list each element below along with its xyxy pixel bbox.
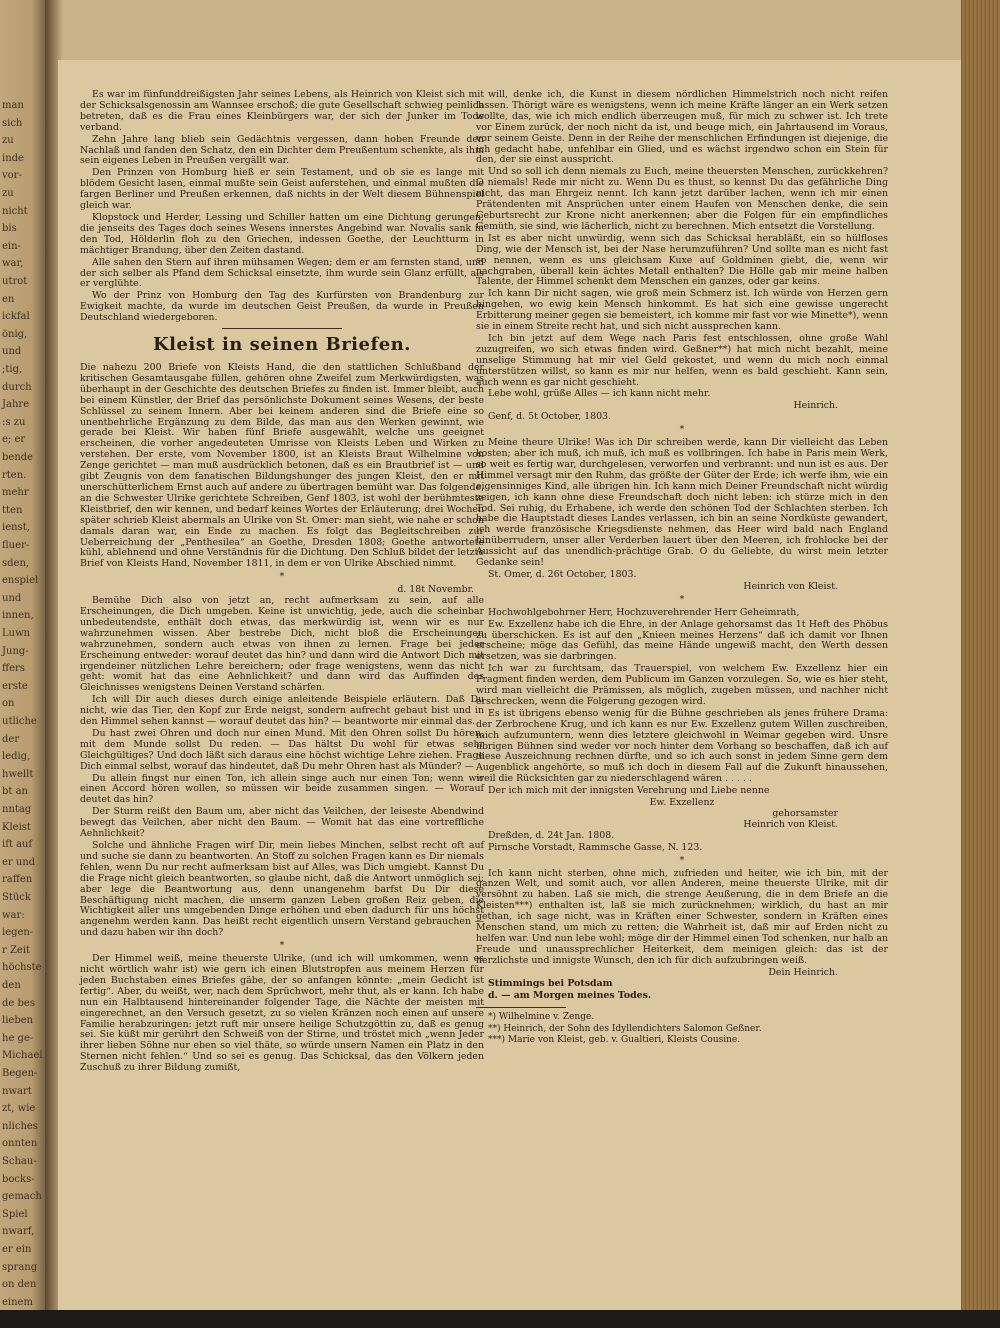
left-page-text-fragment: en <box>2 293 15 305</box>
letter5-place: Stimmings bei Potsdam <box>488 977 613 989</box>
heading-rule <box>222 328 342 329</box>
left-page-text-fragment: ffers <box>2 663 25 675</box>
letter-paragraph: Ew. Exzellenz habe ich die Ehre, in der Anlage gehorsamst das 1t Heft des Phöbus zu überschicken. Es ist auf den „Knieen meines Herzens“ daß ich damit vor Ihnen erscheine; möge das Gefühl, das meine Hände ungewiß macht, den Werth dessen ersetzen, was sie darbringen. <box>476 618 888 663</box>
intro-paragraph: Wo der Prinz von Homburg den Tag des Kurfürsten von Brandenburg zur Ewigkeit machte, da wurde im deutschen Geist Preußen, da wurde in Preußen Deutschland wiedergeboren. <box>80 290 484 324</box>
letter-paragraph: Meine theure Ulrike! Was ich Dir schreiben werde, kann Dir vielleicht das Leben kosten; aber ich muß, ich muß, ich muß es vollbringen. Ich habe in Paris mein Werk, so weit es fertig war, durchgelesen, verworfen und verbrannt: und nun ist es aus. Der Himmel versagt mir den Ruhm, das größte der Güter der Erde; ich werfe ihm, wie ein eigensinniges Kind, alle übrigen hin. Ich kann mich Deiner Freundschaft nicht würdig zeigen, ich kann ohne diese Freundschaft doch nicht leben: ich stürze mich in den Tod. Sei ruhig, du Erhabene, ich werde den schönen Tod der Schlachten sterben. Ich habe die Hauptstadt dieses Landes verlassen, ich bin an seine Nordküste gewandert, ich werde französische Kriegsdienste nehmen, das Heer wird bald nach England hinüberrudern, unser aller Verderben lauert über den Meeren, ich frohlocke bei der Aussicht auf das unendlich-prächtige Grab. O du Geliebte, du wirst mein letzter Gedanke sein! <box>476 437 888 569</box>
left-page-text-fragment: Jung- <box>2 645 29 657</box>
footnote: **) Heinrich, der Sohn des Idyllendichters Salomon Geßner. <box>488 1023 762 1034</box>
left-page-text-fragment: raffen <box>2 874 33 886</box>
left-page-text-fragment: nwarf, <box>2 1226 35 1238</box>
newspaper-page <box>58 60 961 1310</box>
left-page-text-fragment: Spiel <box>2 1208 28 1220</box>
letter-paragraph: Der ich mich mit der innigsten Verehrung und Liebe nenne <box>488 785 770 797</box>
letter3-body <box>476 438 888 569</box>
letter-paragraph: Ich will Dir auch dieses durch einige anleitende Beispiele erläutern. Daß Du nicht, wie das Tier, den Kopf zur Erde neigst, sondern aufrecht gebaut bist und in den Himmel sehen kannst — worauf deutet das hin? — beantworte mir einmal das. <box>80 694 484 728</box>
scan-bottom-border <box>0 1310 1000 1328</box>
footnotes <box>476 1012 888 1046</box>
left-page-text-fragment: ienst, <box>2 522 30 534</box>
letter2-body-continued <box>476 90 888 400</box>
left-page-text-fragment: hwellt <box>2 768 34 780</box>
left-page-text-fragment: utliche <box>2 716 37 727</box>
left-page-text-fragment: war, <box>2 258 24 270</box>
right-column <box>476 90 888 1047</box>
letter-paragraph: Der Sturm reißt den Baum um, aber nicht das Veilchen, der leiseste Abendwind bewegt das Veilchen, aber nicht den Baum. — Womit hat das eine vortreffliche Aehnlichkeit? <box>80 806 484 840</box>
left-page-text-fragment: und <box>2 592 22 604</box>
left-page-text-fragment: bis <box>2 223 17 235</box>
separator-star: * <box>279 571 285 583</box>
left-page-text-fragment: r Zeit <box>2 944 31 956</box>
letter4-salutation: Hochwohlgebohrner Herr, Hochzuverehrender Herr Geheimrath, <box>488 606 800 618</box>
left-page-text-fragment: höchste <box>2 962 42 974</box>
left-page-text-fragment: iegen- <box>2 927 34 939</box>
letter1-body <box>80 596 484 939</box>
letter-paragraph: Ist es aber nicht unwürdig, wenn sich das Schicksal herabläßt, ein so hülfloses Ding, wie der Mensch ist, bei der Nase herumzuführen? Und sollte man es nicht fast so nennen, wenn es uns gleichsam Kuxe auf Goldminen giebt, die, wenn wir nachgraben, überall kein ächtes Metall enthalten? Die Hölle gab mir meine halben Talente, der Himmel schenkt dem Menschen ein ganzes, oder gar keins. <box>476 232 888 288</box>
left-page-text-fragment: tten <box>2 504 23 516</box>
left-page-text-fragment: sden, <box>2 557 30 569</box>
left-page-text-fragment: ift auf <box>2 839 33 851</box>
intro-paragraphs <box>80 90 484 324</box>
letter-paragraph: Du allein fingst nur einen Ton, ich allein singe auch nur einen Ton; wenn wir einen Accord hören wollen, so müssen wir beide zusammen singen. — Worauf deutet das hin? <box>80 772 484 806</box>
letter-paragraph: Du hast zwei Ohren und doch nur einen Mund. Mit den Ohren sollst Du hören, mit dem Munde sollst Du reden. — Das hältst Du wohl für etwas sehr Gleichgültiges? Und doch läßt sich daraus eine höchst wichtige Lehre ziehen. Frage Dich einmal selbst, worauf das hindeutet, daß Du mehr Ohren hast als Münder? — <box>80 727 484 772</box>
letter-paragraph: Lebe wohl, grüße Alles — ich kann nicht mehr. <box>488 388 711 400</box>
left-page-text-fragment: Schau- <box>2 1156 37 1167</box>
intro-paragraph: Zehn Jahre lang blieb sein Gedächtnis vergessen, dann hoben Freunde den Nachlaß und fanden den Schatz, den ein Dichter dem Preußentum schenkte, als ihm sein eigenes Leben in Preußen vergällt war. <box>80 133 484 167</box>
letter-paragraph: Ich war zu furchtsam, das Trauerspiel, von welchem Ew. Exzellenz hier ein Fragment finden werden, dem Publicum im Ganzen vorzulegen. So, wie es hier steht, wird man vielleicht die Prämissen, als möglich, zugeben müssen, und nachher nicht erschrecken, wenn die Folgerung gezogen wird. <box>476 663 888 707</box>
left-page-text-fragment: bende <box>2 452 34 463</box>
left-page-text-fragment: inde <box>2 152 24 164</box>
letter2-body-start <box>80 954 484 1074</box>
left-page-text-fragment: lieben <box>2 1015 34 1027</box>
left-page-text-fragment: zt, wie <box>2 1103 36 1115</box>
left-page-text-fragment: mehr <box>2 487 29 499</box>
footnote: *) Wilhelmine v. Zenge. <box>488 1012 595 1023</box>
left-page-text-fragment: gemach <box>2 1191 42 1203</box>
left-page-text-fragment: Stück <box>2 892 31 903</box>
left-page-text-fragment: sich <box>2 117 23 129</box>
left-page-text-fragment: onnten <box>2 1138 38 1150</box>
left-page-text-fragment: und <box>2 346 22 358</box>
left-page-text-fragment: rten. <box>2 469 27 481</box>
separator-star: * <box>279 940 285 952</box>
left-page-text-fragment: Kleist <box>2 821 31 833</box>
book-page-edges <box>961 0 1000 1328</box>
letter4-place-date: Dreßden, d. 24t Jan. 1808. <box>488 829 615 841</box>
separator-star: * <box>679 593 685 605</box>
intro-paragraph: Es war im fünfunddreißigsten Jahr seines Lebens, als Heinrich von Kleist sich mit der Schicksalsgenossin am Wannsee erschoß; die gute Gesellschaft schwieg peinlich betreten, daß es die Frau eines Kleinbürgers war, der sich der Junker im Tode verband. <box>80 89 484 133</box>
left-page-text-fragment: der <box>2 733 20 745</box>
left-page-text-fragment: man <box>2 100 24 111</box>
left-page-text-fragment: innen, <box>2 610 34 622</box>
left-page-text-fragment: utrot <box>2 276 28 287</box>
left-page-text-fragment: önig, <box>2 328 28 340</box>
letter-paragraph: Ich kann nicht sterben, ohne mich, zufrieden und heiter, wie ich bin, mit der ganzen Welt, und somit auch, vor allen Anderen, meine theuerste Ulrike, mit dir versöhnt zu haben. Laß sie mich, die strenge Aeußerung, die in dem Briefe an die Kleisten***) enthalten ist, laß sie mich zurücknehmen; wirklich, du hast an mir gethan, ich sage nicht, was in Kräften einer Schwester, sondern in Kräften eines Menschen stand, um mich zu retten; die Wahrheit ist, daß mir auf Erden nicht zu helfen war. Und nun lebe wohl; möge dir der Himmel einen Tod schenken, nur halb an Freude und unaussprechlicher Heiterkeit, dem meinigen gleich: das ist der herzlichste und innigste Wunsch, den ich für dich aufzubringen weiß. <box>476 867 888 966</box>
left-page-text-fragment: on <box>2 698 15 710</box>
letter4-signature-line1: gehorsamster <box>772 808 838 819</box>
letter-paragraph: Solche und ähnliche Fragen wirf Dir, mein liebes Minchen, selbst recht oft auf und suche sie dann zu beantworten. An Stoff zu solchen Fragen kann es Dir niemals fehlen, wenn Du nur recht aufmerksam bist auf Alles, was Dich umgiebt. Kannst Du die Frage nicht gleich beantworten, so glaube nicht, daß die Antwort unmöglich sei; aber lege die Beantwortung aus, denn unangenehm barfst Du Dir diese Beschäftigung nicht machen, die unserm ganzen Leben großen Reiz geben, die Wichtigkeit aller uns umgebenden Dinge erhöhen und eben dadurch für uns höchst angenehm werden kann. Das heißt recht eigentlich unsern Verstand gebrauchen — und dazu haben wir ihn doch? <box>80 840 484 939</box>
left-page-text-fragment: bocks- <box>2 1173 35 1185</box>
left-page-text-fragment: Luwn <box>2 628 31 639</box>
left-page-text-fragment: bt an <box>2 786 29 798</box>
letter-paragraph: Der Himmel weiß, meine theuerste Ulrike, (und ich will umkommen, wenn es nicht wörtlich wahr ist) wie gern ich einen Blutstropfen aus meinem Herzen für jeden Buchstaben eines Briefes gäbe, der so anfangen könnte: „mein Gedicht ist fertig“. Aber, du weißt, wer, nach dem Sprüchwort, mehr thut, als er kann. Ich habe nun ein Halbtausend hintereinander folgender Tage, die Nächte der meisten mit eingerechnet, an den Versuch gesetzt, zu so vielen Kränzen noch einen auf unsere Familie herabzuringen: jetzt ruft mir unsere heilige Schutzgöttin zu, daß es genug sei. Sie küßt mir gerührt den Schweiß von der Stirne, und tröstet mich „wenn Jeder ihrer lieben Söhne nur eben so viel thäte, so würde unsern Namen ein Platz in den Sternen nicht fehlen.“ Und so sei es genug. Das Schicksal, das den Völkern jeden Zuschuß zu ihrer Bildung zumißt, <box>80 953 484 1074</box>
letter5-signature: Dein Heinrich. <box>768 966 838 978</box>
left-page-text-fragment: den <box>2 980 21 991</box>
letter3-place-date: St. Omer, d. 26t October, 1803. <box>488 568 637 580</box>
letter1-date: d. 18t Novembr. <box>397 584 474 596</box>
letter-paragraph: Und so soll ich denn niemals zu Euch, meine theuersten Menschen, zurückkehren? O niemals! Rede mir nicht zu. Wenn Du es thust, so kennst Du das gefährliche Ding nicht, das man Ehrgeiz nennt. Ich kann jetzt darüber lachen, wenn ich mir einen Prätendenten mit Ansprüchen unter einem Haufen von Menschen denke, die sein Geburtsrecht zur Krone nicht anerkennen; aber die Folgen für ein empfindliches Gemüth, sie sind, wie lächerlich, nicht zu berechnen. Mich entsetzt die Vorstellung. <box>476 166 888 232</box>
left-page-text-fragment: nwart <box>2 1085 32 1097</box>
left-page-text-fragment: vor- <box>2 170 22 182</box>
left-page-text-fragment: erste <box>2 680 28 692</box>
left-page-text-fragment: zu <box>2 135 14 147</box>
letter-paragraph: Es ist übrigens ebenso wenig für die Bühne geschrieben als jenes frühere Drama: der Zerbrochene Krug, und ich kann es nur Ew. Exzellenz gutem Willen zuschreiben, mich aufzumuntern, wenn dies letztere gleichwohl in Weimar gegeben wird. Unsre übrigen Bühnen sind weder vor noch hinter dem Vorhang so beschaffen, daß ich auf diese Auszeichnung rechnen dürfte, und so ich auch sonst in jedem Sinne gern dem Augenblick angehörte, so muß ich doch in diesem Fall auf die Zukunft hinaussehen, weil die Rücksichten gar zu niederschlagend wären . . . . . <box>476 707 888 785</box>
left-page-text-fragment: Michael <box>2 1050 43 1062</box>
left-page-fragment <box>0 0 45 1328</box>
separator-star: * <box>679 854 685 866</box>
left-page-text-fragment: durch <box>2 381 32 393</box>
left-page-text-fragment: sprang <box>2 1261 38 1273</box>
letter4-signature-line2: Heinrich von Kleist. <box>743 818 838 830</box>
letter-paragraph: Ich bin jetzt auf dem Wege nach Paris fest entschlossen, ohne große Wahl zuzugreifen, wo sich etwas finden wird. Geßner**) hat mich nicht bezahlt, meine unselige Stimmung hat mir viel Geld gekostet, und wenn du mich noch einmal unterstützen willst, so kann es mir nur helfen, wenn es bald geschieht. Kann sein, auch wenn es gar nicht geschieht. <box>476 332 888 388</box>
left-page-text-fragment: war: <box>2 909 25 921</box>
left-column <box>80 90 484 1075</box>
letter4-address: Pirnsche Vorstadt, Rammsche Gasse, N. 123. <box>488 841 703 853</box>
left-page-text-fragment: enspiel <box>2 575 39 587</box>
letter2-place-date: Genf, d. 5t October, 1803. <box>488 411 611 423</box>
letter5-body <box>476 869 888 967</box>
left-page-text-fragment: er und <box>2 856 36 868</box>
left-page-text-fragment: on den <box>2 1279 37 1291</box>
letter5-date: d. — am Morgen meines Todes. <box>488 989 652 1001</box>
footnote-rule <box>476 1007 566 1008</box>
intro-paragraph: Den Prinzen von Homburg hieß er sein Testament, und ob sie es lange mit blödem Gesicht lasen, einmal mußte sein Geist auferstehen, und einmal mußten die fargen Berliner und Preußen erkennen, daß nichts in der Welt diesem Bühnenspiel gleich war. <box>80 167 484 212</box>
left-page-text-fragment: e; er <box>2 434 26 446</box>
left-page-text-fragment: he ge- <box>2 1032 34 1044</box>
article-heading: Kleist in seinen Briefen. <box>152 334 412 356</box>
left-page-text-fragment: nicht <box>2 205 28 217</box>
left-page-text-fragment: zu <box>2 188 14 199</box>
left-page-text-fragment: :s zu <box>2 416 26 428</box>
letter4-closing: Ew. Exzellenz <box>649 797 715 809</box>
intro-paragraph: Alle sahen den Stern auf ihren mühsamen Wegen; dem er am fernsten stand, und der sich selber als Pfand dem Schicksal einsetzte, ihm wurde sein Glanz erfüllt, als er verglühte. <box>80 256 484 290</box>
left-page-text-fragment: Begen- <box>2 1068 38 1079</box>
left-page-text-fragment: ein- <box>2 240 21 252</box>
left-page-text-fragment: fluer- <box>2 540 30 551</box>
left-page-text-fragment: ledig, <box>2 751 31 763</box>
letter4-body <box>476 620 888 798</box>
letter-paragraph: Ich kann Dir nicht sagen, wie groß mein Schmerz ist. Ich würde von Herzen gern hingehen, wo ewig kein Mensch hinkommt. Es hat sich eine gewisse ungerecht Erbitterung meiner gegen sie bemeistert, ich komme mir fast vor wie Minette*), wenn sie in einem Streite recht hat, und sich nicht aussprechen kann. <box>476 288 888 333</box>
letter-paragraph: will, denke ich, die Kunst in diesem nördlichen Himmelstrich noch nicht reifen lassen. Thörigt wäre es wenigstens, wenn ich meine Kräfte länger an ein Werk setzen wollte, das, wie ich mich endlich überzeugen muß, für mich zu schwer ist. Ich trete vor Einem zurück, der noch nicht da ist, und beuge mich, ein Jahrtausend im Voraus, vor seinem Geiste. Denn in der Reihe der menschlichen Erfindungen ist diejenige, die ich gedacht habe, unfehlbar ein Glied, und es wächst irgendwo schon ein Stein für den, der sie einst ausspricht. <box>476 89 888 166</box>
intro-paragraph: Klopstock und Herder, Lessing und Schiller hatten um eine Dichtung gerungen, die jenseits des Tages doch seines Wesens innerstes Angebind war. Novalis sank in den Tod, Hölderlin floh zu den Griechen, indessen Goethe, der Leuchtturm in mächtiger Brandung, über den Zeiten dastand. <box>80 211 484 256</box>
letter-paragraph: Bemühe Dich also von jetzt an, recht aufmerksam zu sein, auf alle Erscheinungen, die Dich umgeben. Keine ist unwichtig, jede, auch die scheinbar unbedeutendste, enthält doch etwas, das merkwürdig ist, wenn wir es nur wahrzunehmen wissen. Aber bestrebe Dich, nicht bloß die Erscheinungen wahrzunehmen, sondern auch etwas von ihnen zu lernen. Frage bei jeder Erscheinung entweder: worauf deutet das hin? und dann wird die Antwort Dich mit irgendeiner nützlichen Lehre bereichern; oder frage wenigstens, wenn das nicht geht: womit hat das eine Aehnlichkeit? und dann wird das Auffinden des Gleichnisses wenigstens Deinen Verstand schärfen. <box>80 595 484 694</box>
letter2-signature: Heinrich. <box>793 400 838 412</box>
left-page-text-fragment: ickfal <box>2 311 30 323</box>
left-page-text-fragment: nntag <box>2 804 32 815</box>
editorial-paragraph: Die nahezu 200 Briefe von Kleists Hand, die den stattlichen Schlußband der kritischen Gesamtausgabe füllen, gehören ohne Zweifel zum Merkwürdigsten, was überhaupt in der Geschichte des deutschen Briefes zu finden ist. Immer bleibt, auch bei einem Künstler, der Brief das persönlichste Dokument seines Wesens, der beste Schlüssel zu seinem Innern. Aber bei keinem anderen sind die Briefe eine so unentbehrliche Ergänzung zu dem Bilde, das man aus den Werken gewinnt, wie gerade bei Kleist. Wir haben fünf Briefe ausgewählt, welche uns geeignet erscheinen, die vorher angedeuteten Umrisse von Kleists Leben und Wirken zu verstehen. Der erste, vom November 1800, ist an Kleists Braut Wilhelmine von Zenge gerichtet — man muß ausdrücklich betonen, daß es ein Brautbrief ist — und gibt Zeugnis von dem fanatischen Bildungshunger des jungen Kleist, den er mit unerschütterlichem Ernst auch auf andere zu übertragen bemüht war. Das folgende, an die Schwester Ulrike gerichtete Schreiben, Genf 1803, ist wohl der berühmteste Kleistbrief, den wir kennen, und bedarf keines Wortes der Erläuterung; drei Wochen später schrieb Kleist abermals an Ulrike von St. Omer: man sieht, wie nahe er schon damals daran war, ein Ende zu machen. Es folgt das Begleitschreiben zur Ueberreichung der „Penthesilea“ an Goethe, Dresden 1808; Goethe antwortete kühl, ablehnend und ohne Verständnis für die Dichtung. Den Schluß bildet der letzte Brief von Kleists Hand, November 1811, in dem er von Ulrike Abschied nimmt. <box>80 362 484 570</box>
letter3-signature: Heinrich von Kleist. <box>743 580 838 592</box>
left-page-text-fragment: de bes <box>2 997 35 1009</box>
left-page-text-fragment: nliches <box>2 1120 38 1132</box>
left-page-text-fragment: einem <box>2 1296 33 1308</box>
left-page-text-fragment: Jahre <box>2 399 30 411</box>
footnote: ***) Marie von Kleist, geb. v. Gualtieri, Kleists Cousine. <box>488 1035 741 1046</box>
separator-star: * <box>679 424 685 436</box>
left-page-text-fragment: er ein <box>2 1244 32 1255</box>
left-page-text-fragment: ;tig, <box>2 364 23 375</box>
